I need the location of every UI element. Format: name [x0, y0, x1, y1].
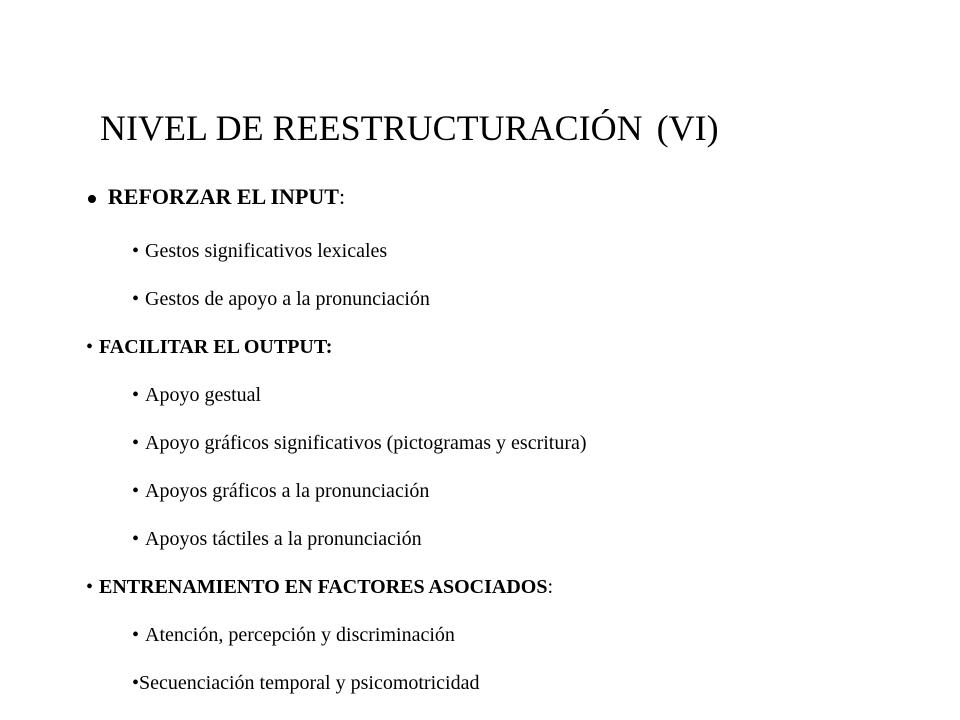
section-heading-entrenamiento — [86, 574, 553, 600]
section-heading-text: ENTRENAMIENTO EN FACTORES ASOCIADOS — [99, 576, 548, 598]
bullet-icon: • — [132, 288, 140, 310]
bullet-icon: • — [132, 432, 140, 454]
section-heading-text: REFORZAR EL INPUT — [107, 184, 339, 209]
section-heading-reforzar-input — [86, 181, 346, 218]
slide-title — [100, 104, 719, 152]
slide-title-main: NIVEL DE REESTRUCTURACIÓN — [100, 108, 643, 148]
bullet-icon: • — [132, 240, 140, 262]
slide-title-suffix: (VI) — [656, 108, 719, 148]
list-item-text: Atención, percepción y discriminación — [145, 624, 455, 646]
list-item — [132, 526, 422, 552]
bullet-icon: • — [86, 576, 94, 598]
list-item-text: Apoyo gráficos significativos (pictogramas y escritura) — [145, 432, 587, 454]
section-heading-facilitar-output — [86, 334, 332, 360]
list-item — [132, 238, 387, 264]
section-heading-colon: : — [547, 576, 554, 598]
list-item-text: Gestos significativos lexicales — [145, 240, 388, 262]
bullet-icon: • — [132, 384, 140, 406]
section-heading-colon: : — [338, 184, 346, 209]
list-item — [132, 670, 479, 696]
list-item — [132, 382, 261, 408]
bullet-icon: • — [86, 181, 98, 218]
list-item-text: Apoyos táctiles a la pronunciación — [145, 528, 422, 550]
section-heading-text: FACILITAR EL OUTPUT: — [99, 336, 333, 358]
bullet-icon: • — [86, 336, 94, 358]
bullet-icon: • — [132, 480, 140, 502]
bullet-icon: • — [132, 672, 140, 694]
list-item — [132, 286, 430, 312]
bullet-icon: • — [132, 624, 140, 646]
list-item — [132, 622, 455, 648]
list-item-text: Apoyos gráficos a la pronunciación — [145, 480, 430, 502]
bullet-icon: • — [132, 528, 140, 550]
list-item — [132, 430, 587, 456]
list-item-text: Apoyo gestual — [145, 384, 262, 406]
list-item — [132, 478, 429, 504]
list-item-text: Gestos de apoyo a la pronunciación — [145, 288, 430, 310]
list-item-text: Secuenciación temporal y psicomotricidad — [139, 672, 480, 694]
